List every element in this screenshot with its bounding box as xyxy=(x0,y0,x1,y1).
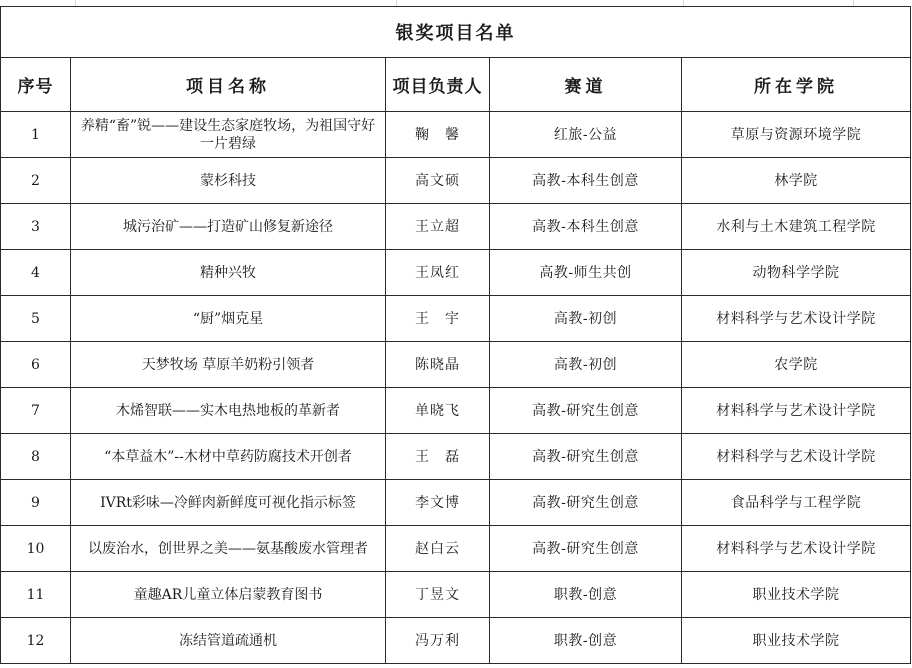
project-leader-cell: 李文博 xyxy=(386,480,490,526)
project-name-cell: 天梦牧场 草原羊奶粉引领者 xyxy=(71,342,386,388)
project-leader-cell: 高文硕 xyxy=(386,158,490,204)
project-leader-cell: 王立超 xyxy=(386,204,490,250)
table-row xyxy=(1,388,911,434)
project-name-cell: “厨”烟克星 xyxy=(71,296,386,342)
project-name-cell: 城污治矿——打造矿山修复新途径 xyxy=(71,204,386,250)
project-name-cell: 童趣AR儿童立体启蒙教育图书 xyxy=(71,572,386,618)
header-person: 项目负责人 xyxy=(386,58,490,112)
project-leader-cell: 王 宇 xyxy=(386,296,490,342)
table-row xyxy=(1,572,911,618)
track-cell: 高教-研究生创意 xyxy=(490,526,682,572)
header-track: 赛道 xyxy=(490,58,682,112)
project-name-cell: 蒙杉科技 xyxy=(71,158,386,204)
project-leader-cell: 陈晓晶 xyxy=(386,342,490,388)
college-cell: 职业技术学院 xyxy=(682,618,911,664)
project-leader-cell: 丁昱文 xyxy=(386,572,490,618)
header-row xyxy=(1,58,911,112)
college-cell: 动物科学学院 xyxy=(682,250,911,296)
row-number: 5 xyxy=(1,296,71,342)
college-cell: 食品科学与工程学院 xyxy=(682,480,911,526)
project-name-cell: 冻结管道疏通机 xyxy=(71,618,386,664)
table-title: 银奖项目名单 xyxy=(1,7,911,58)
table-row xyxy=(1,618,911,664)
row-number: 1 xyxy=(1,112,71,158)
track-cell: 职教-创意 xyxy=(490,572,682,618)
project-name-cell: 以废治水，创世界之美——氨基酸废水管理者 xyxy=(71,526,386,572)
header-college: 所在学院 xyxy=(682,58,911,112)
row-number: 6 xyxy=(1,342,71,388)
row-number: 3 xyxy=(1,204,71,250)
row-number: 2 xyxy=(1,158,71,204)
project-name-cell: “本草益木”--木材中草药防腐技术开创者 xyxy=(71,434,386,480)
project-name-cell: 木烯智联——实木电热地板的革新者 xyxy=(71,388,386,434)
track-cell: 高教-本科生创意 xyxy=(490,204,682,250)
project-leader-cell: 王凤红 xyxy=(386,250,490,296)
table-row xyxy=(1,204,911,250)
college-cell: 材料科学与艺术设计学院 xyxy=(682,388,911,434)
track-cell: 高教-本科生创意 xyxy=(490,158,682,204)
track-cell: 高教-研究生创意 xyxy=(490,480,682,526)
table-row xyxy=(1,480,911,526)
track-cell: 高教-初创 xyxy=(490,296,682,342)
row-number: 8 xyxy=(1,434,71,480)
project-leader-cell: 冯万利 xyxy=(386,618,490,664)
track-cell: 高教-研究生创意 xyxy=(490,434,682,480)
header-project-name: 项目名称 xyxy=(71,58,386,112)
project-name-cell: IVRt彩味—冷鲜肉新鲜度可视化指示标签 xyxy=(71,480,386,526)
college-cell: 材料科学与艺术设计学院 xyxy=(682,526,911,572)
row-number: 11 xyxy=(1,572,71,618)
table-row xyxy=(1,342,911,388)
row-number: 12 xyxy=(1,618,71,664)
track-cell: 职教-创意 xyxy=(490,618,682,664)
table-row xyxy=(1,296,911,342)
row-number: 9 xyxy=(1,480,71,526)
college-cell: 职业技术学院 xyxy=(682,572,911,618)
college-cell: 草原与资源环境学院 xyxy=(682,112,911,158)
project-leader-cell: 单晓飞 xyxy=(386,388,490,434)
project-leader-cell: 王 磊 xyxy=(386,434,490,480)
table-row xyxy=(1,526,911,572)
header-no: 序号 xyxy=(1,58,71,112)
track-cell: 高教-师生共创 xyxy=(490,250,682,296)
track-cell: 高教-初创 xyxy=(490,342,682,388)
project-name-cell: 精种兴牧 xyxy=(71,250,386,296)
college-cell: 农学院 xyxy=(682,342,911,388)
college-cell: 材料科学与艺术设计学院 xyxy=(682,296,911,342)
track-cell: 红旅-公益 xyxy=(490,112,682,158)
table-row xyxy=(1,158,911,204)
project-leader-cell: 赵白云 xyxy=(386,526,490,572)
table-row xyxy=(1,434,911,480)
title-row xyxy=(1,7,911,58)
table-row xyxy=(1,112,911,158)
silver-award-table xyxy=(0,6,911,664)
college-cell: 材料科学与艺术设计学院 xyxy=(682,434,911,480)
row-number: 10 xyxy=(1,526,71,572)
table-row xyxy=(1,250,911,296)
college-cell: 林学院 xyxy=(682,158,911,204)
project-leader-cell: 鞠 馨 xyxy=(386,112,490,158)
project-name-cell: 养精“畜”锐——建设生态家庭牧场，为祖国守好一片碧绿 xyxy=(71,112,386,158)
college-cell: 水利与土木建筑工程学院 xyxy=(682,204,911,250)
row-number: 4 xyxy=(1,250,71,296)
row-number: 7 xyxy=(1,388,71,434)
track-cell: 高教-研究生创意 xyxy=(490,388,682,434)
